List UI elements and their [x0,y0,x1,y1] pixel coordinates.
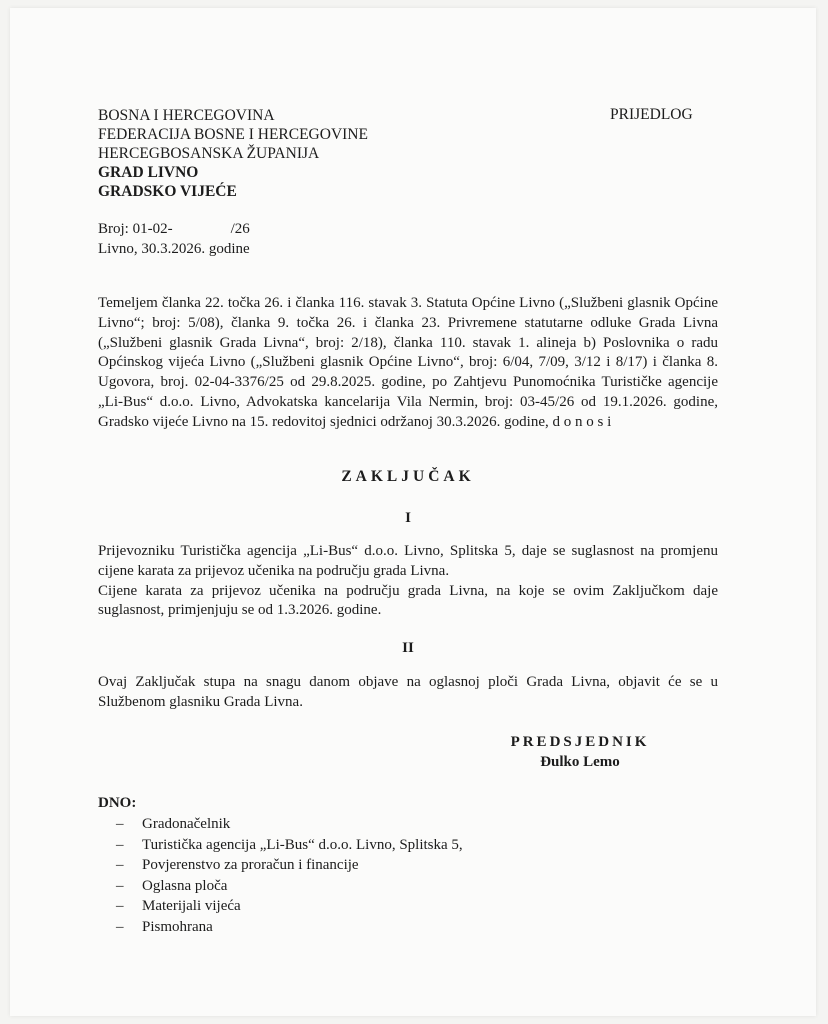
reference-number-prefix: Broj: 01-02- [98,221,173,237]
letterhead-line: FEDERACIJA BOSNE I HERCEGOVINE [98,126,368,143]
letterhead-line: BOSNA I HERCEGOVINA [98,107,275,124]
reference-number-suffix: /26 [230,221,250,237]
letterhead-council: GRADSKO VIJEĆE [98,183,237,200]
preamble-paragraph: Temeljem članka 22. točka 26. i članka 116. stavak 3. Statuta Općine Livno („Službeni glasnik Općine Livno“; broj: 5/08), članka 9. točka 26. i članka 23. Privremene statutarne odluke Grada Livna („Službeni glasnik Grada Livna“, broj: 2/18), članka 110. stavak 1. alineja b) Poslovnika o radu Općinskog vijeća Livno („Službeni glasnik Općine Livno“, broj: 6/04, 7/09, 3/12 i 8/17) i članka 8. Ugovora, broj. 02-04-3376/25 od 29.8.2025. godine, po Zahtjevu Punomoćnika Turističke agencije „Li-Bus“ d.o.o. Livno, Advokatska kancelarija Vila Nermin, broj: 03-45/26 od 19.1.2026. godine, Gradsko vijeće Livno na 15. redovitoj sjednici održanoj 30.3.2026. godine, d o n o s i [98,295,718,430]
section-paragraph: Ovaj Zaključak stupa na snagu danom objave na oglasnoj ploči Grada Livna, objavit će se u Službenom glasniku Grada Livna. [98,674,718,710]
distribution-label: DNO: [98,795,137,811]
list-item: – Povjerenstvo za proračun i financije [114,855,463,876]
document-page [10,8,816,1016]
section-numeral: II [402,640,414,656]
proposal-label: PRIJEDLOG [610,106,693,123]
place-date: Livno, 30.3.2026. godine [98,240,250,257]
list-item: – Gradonačelnik [114,814,463,835]
list-item: – Materijali vijeća [114,896,463,917]
section-paragraph: Cijene karata za prijevoz učenika na području grada Livna, na koje se ovim Zaključkom daje suglasnost, primjenjuju se od 1.3.2026. godine. [98,582,718,619]
list-item: – Oglasna ploča [114,876,463,897]
reference-block [98,220,250,259]
reference-number [98,220,250,240]
section-2-body [98,673,718,713]
distribution-list [114,814,463,937]
section-1-body [98,542,718,621]
section-paragraph: Prijevozniku Turistička agencija „Li-Bus“ d.o.o. Livno, Splitska 5, daje se suglasnost na promjenu cijene karata za prijevoz učenika na području grada Livna. [98,543,718,579]
signature-block [480,733,680,772]
document-title: ZAKLJUČAK [341,468,475,485]
list-item: – Turistička agencija „Li-Bus“ d.o.o. Livno, Splitska 5, [114,835,463,856]
signature-role: PREDSJEDNIK [510,734,650,750]
section-numeral: I [405,510,411,526]
signature-name: Đulko Lemo [540,753,620,770]
letterhead [98,106,368,201]
letterhead-city: GRAD LIVNO [98,164,199,181]
letterhead-line: HERCEGBOSANSKA ŽUPANIJA [98,145,320,162]
list-item: – Pismohrana [114,917,463,938]
